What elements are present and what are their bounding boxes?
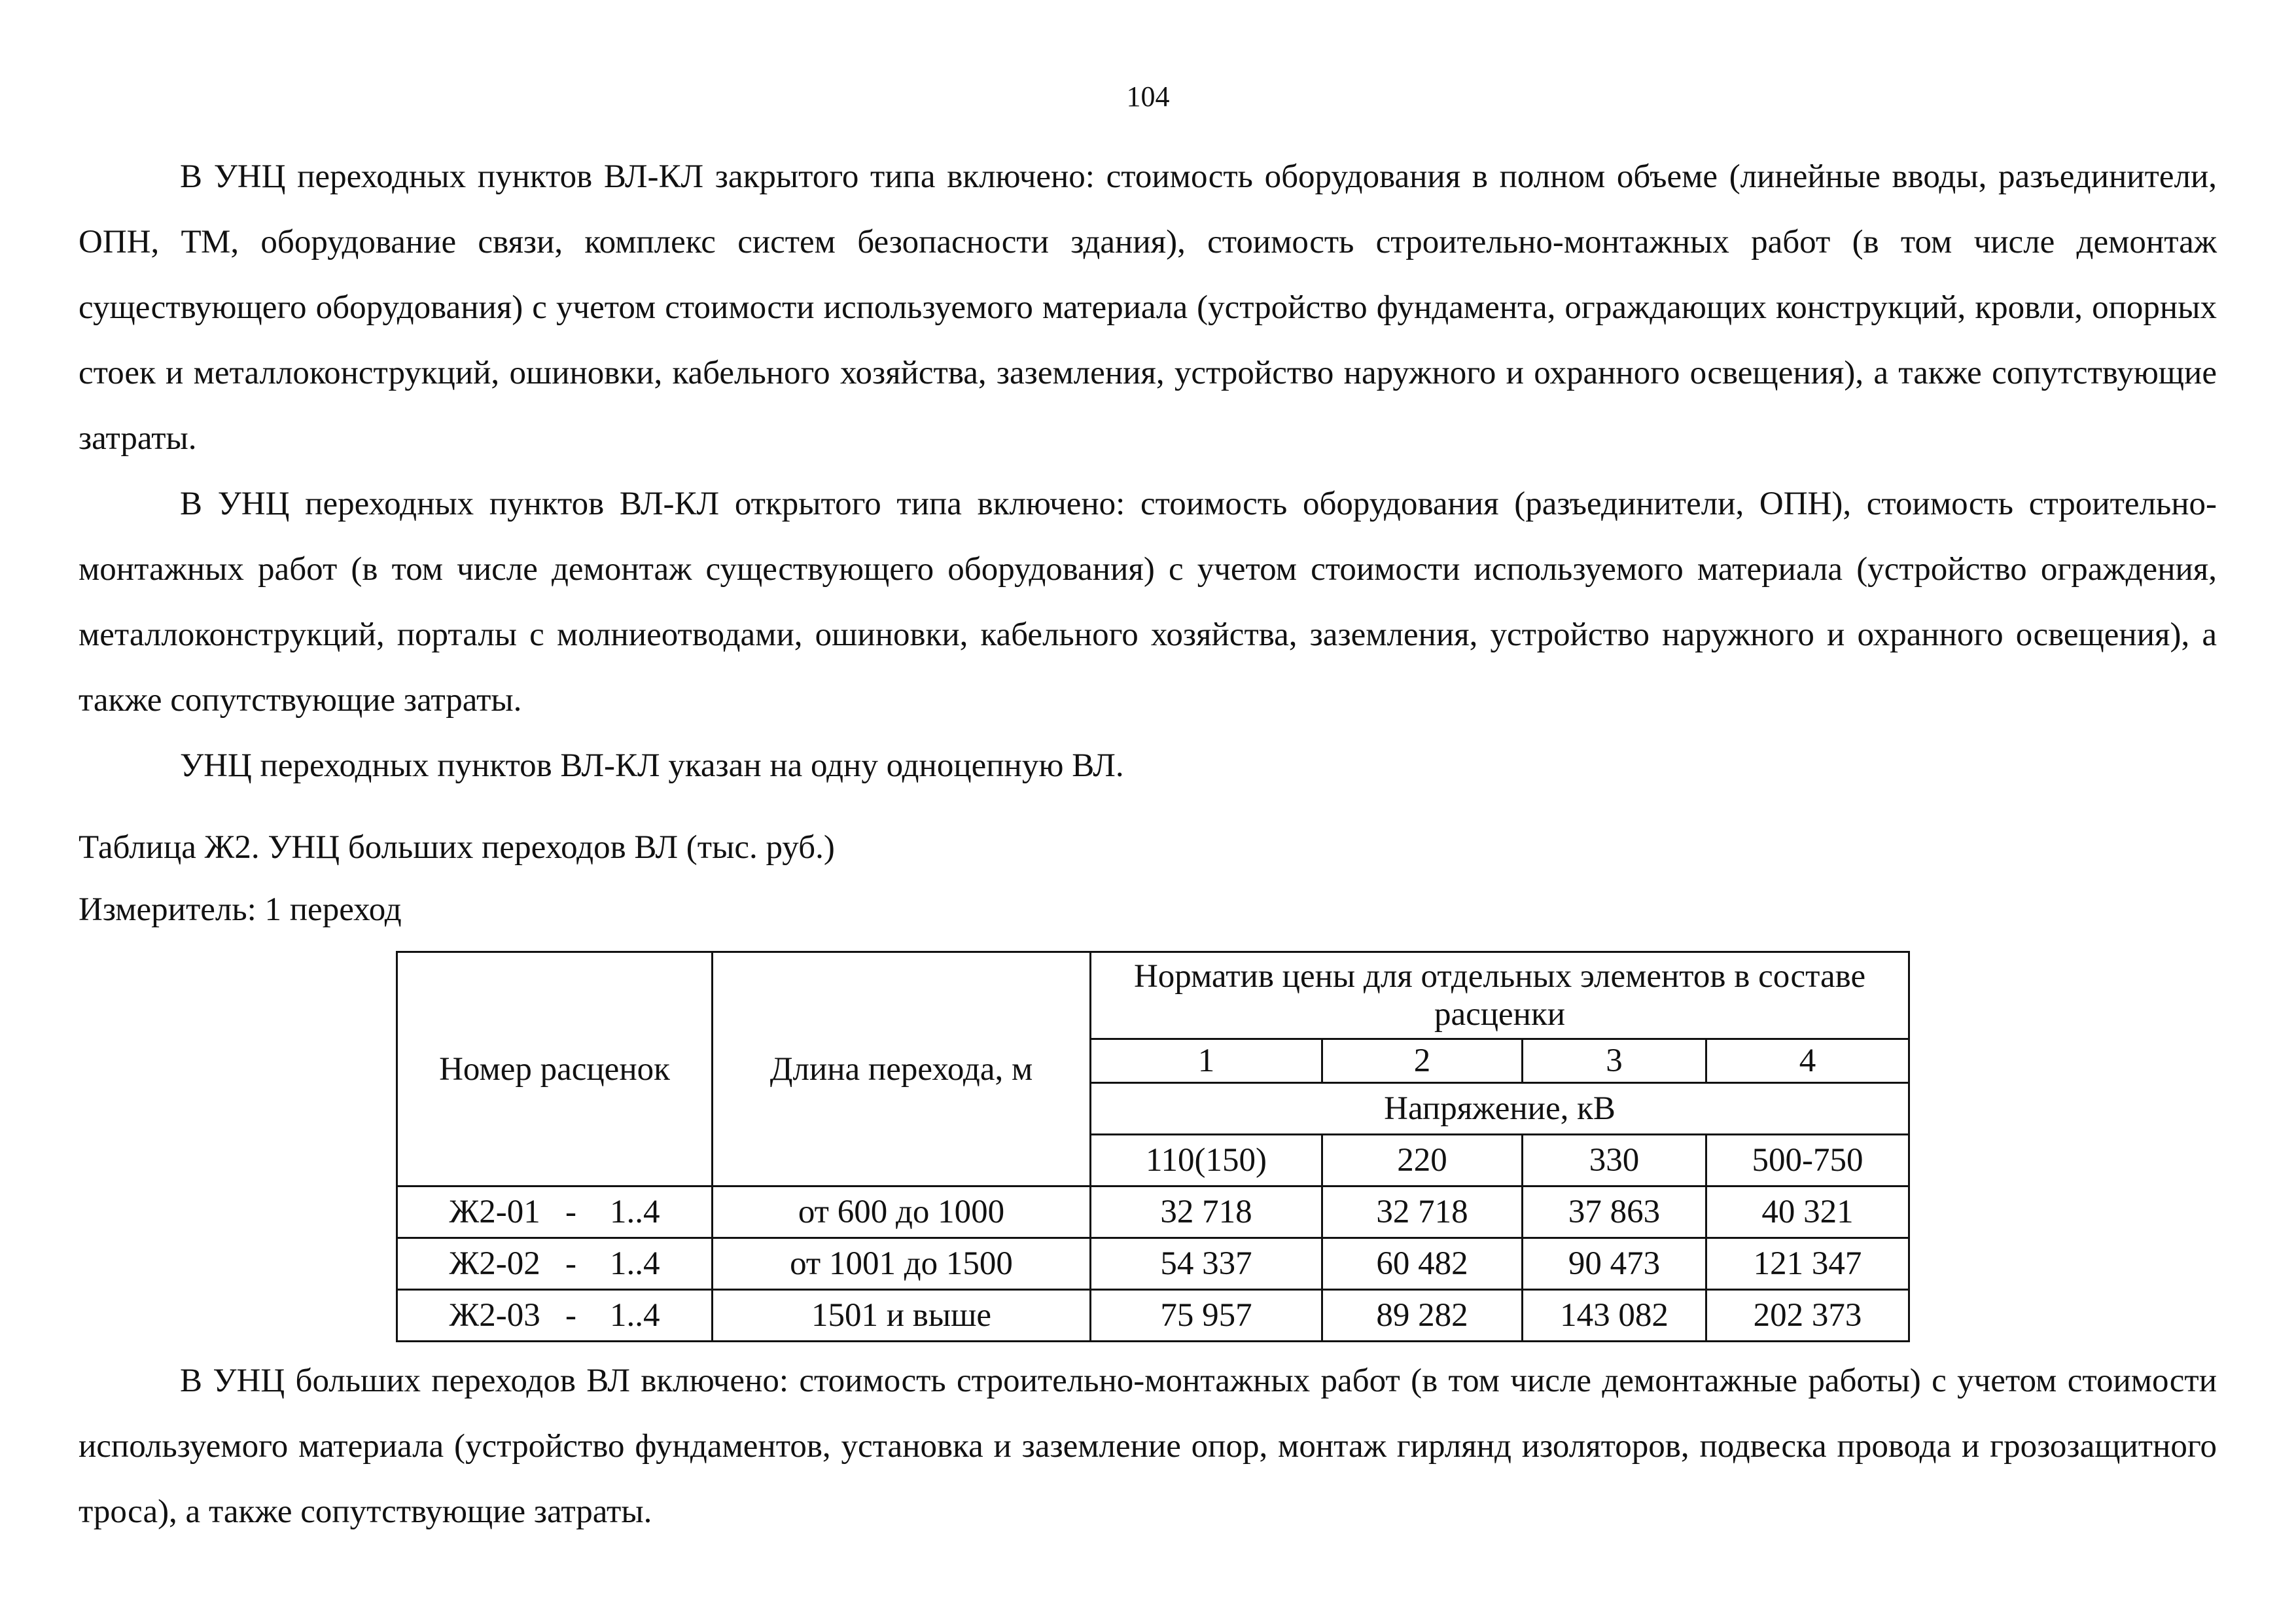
header-element-number: 4 [1706, 1039, 1909, 1083]
header-voltage: 500-750 [1706, 1135, 1909, 1186]
header-group: Норматив цены для отдельных элементов в составе расценки [1091, 952, 1909, 1039]
header-voltage: 220 [1322, 1135, 1523, 1186]
row-length: от 600 до 1000 [713, 1186, 1091, 1238]
row-value: 40 321 [1706, 1186, 1909, 1238]
row-code: Ж2-02 - 1..4 [397, 1238, 713, 1290]
table-row [397, 1290, 1909, 1342]
row-value: 89 282 [1322, 1290, 1523, 1342]
row-value: 32 718 [1322, 1186, 1523, 1238]
header-voltage-label: Напряжение, кВ [1091, 1083, 1909, 1135]
header-element-number: 1 [1091, 1039, 1322, 1083]
table-caption: Таблица Ж2. УНЦ больших переходов ВЛ (тыс. руб.) [79, 829, 835, 866]
table-meter: Измеритель: 1 переход [79, 891, 402, 928]
row-code: Ж2-03 - 1..4 [397, 1290, 713, 1342]
header-element-number: 3 [1523, 1039, 1706, 1083]
paragraph-closed-type: В УНЦ переходных пунктов ВЛ-КЛ закрытого типа включено: стоимость оборудования в полном объеме (линейные вводы, разъединители, ОПН, ТМ, оборудование связи, комплекс систем безопасности здания), стоимость строительно-монтажных работ (в том числе демонтаж существующего оборудования) с учетом стоимости используемого материала (устройство фундамента, ограждающих конструкций, кровли, опорных стоек и металлоконструкций, ошиновки, кабельного хозяйства, заземления, устройство наружного и охранного освещения), а также сопутствующие затраты. [79, 158, 2217, 457]
page-number: 104 [1126, 80, 1170, 113]
row-value: 202 373 [1706, 1290, 1909, 1342]
table-header-row [397, 952, 1909, 1039]
header-length: Длина перехода, м [713, 952, 1091, 1186]
row-code: Ж2-01 - 1..4 [397, 1186, 713, 1238]
row-length: от 1001 до 1500 [713, 1238, 1091, 1290]
row-value: 37 863 [1523, 1186, 1706, 1238]
paragraph-large-crossings: В УНЦ больших переходов ВЛ включено: стоимость строительно-монтажных работ (в том числе демонтажные работы) с учетом стоимости используемого материала (устройство фундаментов, установка и заземление опор, монтаж гирлянд изоляторов, подвеска провода и грозозащитного троса), а также сопутствующие затраты. [79, 1363, 2217, 1530]
row-value: 75 957 [1091, 1290, 1322, 1342]
header-element-number: 2 [1322, 1039, 1523, 1083]
row-value: 121 347 [1706, 1238, 1909, 1290]
row-value: 54 337 [1091, 1238, 1322, 1290]
row-value: 143 082 [1523, 1290, 1706, 1342]
price-table [396, 951, 1910, 1342]
row-value: 60 482 [1322, 1238, 1523, 1290]
paragraph-open-type: В УНЦ переходных пунктов ВЛ-КЛ открытого типа включено: стоимость оборудования (разъединители, ОПН), стоимость строительно-монтажных работ (в том числе демонтаж существующего оборудования) с учетом стоимости используемого материала (устройство ограждения, металлоконструкций, порталы с молниеотводами, ошиновки, кабельного хозяйства, заземления, устройство наружного и охранного освещения), а также сопутствующие затраты. [79, 486, 2217, 719]
paragraph-single-circuit: УНЦ переходных пунктов ВЛ-КЛ указан на одну одноцепную ВЛ. [180, 747, 1124, 784]
table-row [397, 1186, 1909, 1238]
header-voltage: 110(150) [1091, 1135, 1322, 1186]
row-value: 90 473 [1523, 1238, 1706, 1290]
header-code: Номер расценок [397, 952, 713, 1186]
header-voltage: 330 [1523, 1135, 1706, 1186]
row-length: 1501 и выше [713, 1290, 1091, 1342]
table-row [397, 1238, 1909, 1290]
row-value: 32 718 [1091, 1186, 1322, 1238]
